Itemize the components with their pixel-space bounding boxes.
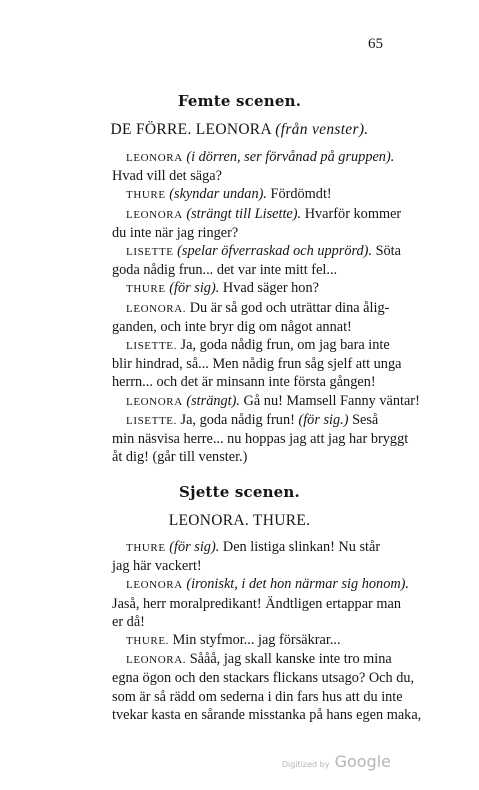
dialogue-line (112, 411, 420, 430)
dialogue-line (112, 185, 420, 204)
dialogue-entry (112, 392, 420, 411)
digitized-watermark (282, 752, 391, 771)
speaker-name: LEONORA (126, 579, 183, 592)
dialogue-text: Hvad säger hon? (222, 280, 319, 297)
dialogue-entry (112, 336, 420, 392)
cast-direction: (från venster). (275, 121, 369, 138)
dialogue-line: Jaså, herr moralpredikant! Ändtligen ertappar man (112, 595, 402, 612)
dialogue-line: Hvad vill det säga? (112, 168, 222, 185)
dialogue-line: tvekar kasta en sårande misstanka på hans egen maka, (112, 706, 422, 723)
dialogue-line: blir hindrad, så... Men nådig frun såg sjelf att unga (112, 356, 402, 373)
dialogue-line (112, 242, 420, 261)
dialogue-entry (112, 242, 420, 279)
dialogue-line (112, 299, 420, 318)
dialogue-line: jag här vackert! (112, 558, 202, 575)
dialogue-entry (112, 279, 420, 298)
speaker-name: LISETTE (126, 246, 174, 259)
dialogue-line (112, 279, 420, 298)
dialogue-text: Sååå, jag skall kanske inte tro mina (189, 651, 392, 668)
dialogue-line: du inte när jag ringer? (112, 224, 239, 241)
dialogue-entry (112, 411, 420, 467)
dialogue-block-5 (112, 148, 420, 466)
dialogue-text: Gå nu! Mamsell Fanny väntar! (243, 392, 420, 409)
dialogue-text: Hvarför kommer (304, 205, 402, 222)
stage-direction: (strängt till Lisette). (186, 205, 302, 222)
dialogue-entry (112, 631, 420, 650)
dialogue-line: min näsvisa herre... nu hoppas jag att jag har bryggt (112, 431, 409, 448)
dialogue-entry (112, 148, 420, 185)
scene-cast-6: LEONORA. THURE. (168, 512, 311, 529)
dialogue-entry (112, 538, 420, 575)
dialogue-line (112, 575, 420, 594)
stage-direction: (för sig.) (298, 411, 349, 428)
speaker-name: LEONORA. (126, 654, 187, 667)
dialogue-line: som är så rädd om sederna i din fars hus att du inte (112, 688, 403, 705)
stage-direction: (för sig). (169, 280, 220, 297)
stage-direction: (i dörren, ser förvånad på gruppen). (186, 149, 395, 165)
watermark-brand: Google (334, 752, 391, 771)
dialogue-entry (112, 650, 420, 724)
speaker-name: LEONORA (126, 395, 183, 408)
speaker-name: THURE (126, 283, 166, 296)
dialogue-line (112, 538, 420, 557)
page-number: 65 (368, 36, 383, 52)
dialogue-text: Min styfmor... jag försäkrar... (172, 632, 341, 649)
dialogue-text: Söta (375, 243, 401, 260)
dialogue-entry (112, 185, 420, 204)
dialogue-block-6 (112, 538, 420, 724)
stage-direction: (spelar öfverraskad och upprörd). (177, 243, 372, 260)
dialogue-entry (112, 299, 420, 336)
dialogue-line: åt dig! (går till venster.) (112, 449, 248, 466)
dialogue-line: egna ögon och den stackars flickans utsago? Och du, (112, 670, 415, 687)
speaker-name: THURE (126, 542, 166, 554)
stage-direction: (ironiskt, i det hon närmar sig honom). (186, 576, 409, 593)
speaker-name: THURE. (126, 635, 170, 648)
dialogue-text: Ja, goda nådig frun, om jag bara inte (180, 337, 390, 354)
scene-title-5: Femte scenen. (177, 92, 302, 110)
dialogue-entry (112, 575, 420, 631)
scene-title-6: Sjette scenen. (179, 483, 300, 501)
dialogue-line (112, 205, 420, 224)
stage-direction: (strängt). (186, 392, 240, 409)
dialogue-line: er då! (112, 613, 145, 630)
dialogue-line (112, 148, 420, 167)
dialogue-line (112, 631, 420, 650)
speaker-name: LEONORA (126, 152, 183, 164)
dialogue-line (112, 336, 420, 355)
dialogue-text: Den listiga slinkan! Nu står (222, 539, 381, 555)
dialogue-text: Fördömdt! (270, 186, 332, 203)
dialogue-line: ganden, och inte bryr dig om något annat! (112, 318, 352, 335)
dialogue-line: herrn... och det är minsann inte första gången! (112, 374, 376, 391)
speaker-name: LEONORA (126, 208, 183, 221)
scene-cast-5 (0, 121, 479, 139)
speaker-name: LISETTE. (126, 414, 177, 427)
dialogue-text: Du är så god och uträttar dina ålig- (189, 299, 390, 316)
dialogue-line (112, 650, 420, 669)
speaker-name: THURE (126, 189, 166, 202)
dialogue-text: Ja, goda nådig frun! (180, 411, 295, 428)
dialogue-line (112, 392, 420, 411)
watermark-prefix: Digitized by (281, 760, 330, 769)
dialogue-text: Seså (352, 411, 379, 428)
stage-direction: (skyndar undan). (169, 186, 267, 203)
speaker-name: LISETTE. (126, 340, 177, 353)
cast-names: DE FÖRRE. LEONORA (110, 121, 272, 138)
stage-direction: (för sig). (169, 539, 220, 555)
dialogue-entry (112, 205, 420, 242)
dialogue-line: goda nådig frun... det var inte mitt fel... (112, 262, 338, 279)
speaker-name: LEONORA. (126, 302, 187, 315)
